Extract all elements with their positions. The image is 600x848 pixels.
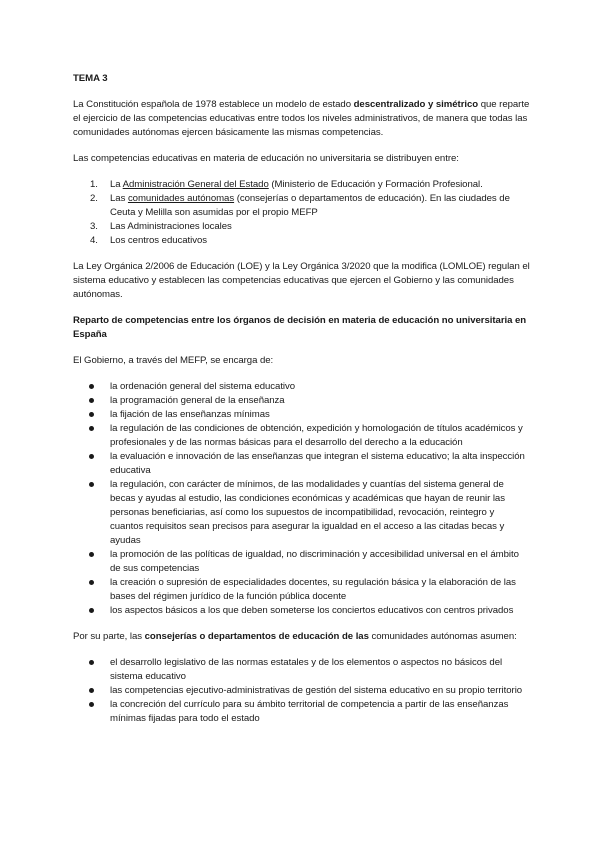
bullet-icon [89,688,94,693]
regional-intro-start: Por su parte, las [73,631,145,642]
law-paragraph: La Ley Orgánica 2/2006 de Educación (LOE) y la Ley Orgánica 3/2020 que la modifica (LOMLOE) regulan el sistema educativo y establecen las competencias educativas que ejercen el Gobierno y las comunidades autónomas. [73,261,530,300]
bullet-icon [89,412,94,417]
list-item-text: la regulación, con carácter de mínimos, de las modalidades y cuantías del sistema general de becas y ayudas al estudio, las condiciones económicas y académicas que hayan de reunir las personas beneficiarias, así como los supuestos de incompatibilidad, revocación, reintegro y cuantos requisitos sean precisos para asegurar la igualdad en el acceso a las citadas becas y ayudas [110,479,505,546]
government-competences-list [73,380,530,618]
item-text-end: (consejerías o departamentos de educación). En las ciudades de Ceuta y Melilla son asumidas por el propio MEFP [110,193,510,218]
section-heading: Reparto de competencias entre los órganos de decisión en materia de educación no universitaria en España [73,315,527,340]
list-item-text: el desarrollo legislativo de las normas estatales y de los elementos o aspectos no básicos del sistema educativo [110,657,503,682]
item-text: Las Administraciones locales [110,221,232,232]
bullet-icon [89,398,94,403]
link-administracion-general[interactable]: Administración General del Estado [122,179,269,190]
list-item [73,604,530,618]
list-item [73,408,530,422]
bullet-icon [89,608,94,613]
list-item-text: la evaluación e innovación de las enseñanzas que integran el sistema educativo; la alta inspección educativa [110,451,525,476]
list-item [73,548,530,576]
list-item [73,234,530,248]
bullet-icon [89,482,94,487]
list-item-text: las competencias ejecutivo-administrativas de gestión del sistema educativo en su propio territorio [110,685,523,696]
bullet-icon [89,426,94,431]
bullet-icon [89,552,94,557]
competence-levels-list [73,178,530,248]
list-item-text: la fijación de las enseñanzas mínimas [110,409,270,420]
link-comunidades-autonomas[interactable]: comunidades autónomas [127,193,235,204]
regional-intro-bold: consejerías o departamentos de educación de las [144,631,369,642]
document-title: TEMA 3 [73,73,108,84]
list-item [73,478,530,548]
list-item-text: la ordenación general del sistema educativo [110,381,296,392]
list-item [73,220,530,234]
intro-text-end: que reparte el ejercicio de las competencias educativas entre todos los niveles administrativos, de manera que todas las comunidades autónomas ejercen básicamente las mismas competencias. [73,99,530,138]
item-text-start: La [110,179,123,190]
list-item-text: la concreción del currículo para su ámbito territorial de competencia a partir de las enseñanzas mínimas fijadas para todo el estado [110,699,509,724]
list-item-text: la regulación de las condiciones de obtención, expedición y homologación de títulos académicos y profesionales y de las normas básicas para el desarrollo del derecho a la educación [110,423,523,448]
item-number: 4. [90,235,98,246]
item-number: 3. [90,221,98,232]
list-item-text: los aspectos básicos a los que deben someterse los conciertos educativos con centros privados [110,605,514,616]
item-number: 2. [90,193,98,204]
list-item [73,394,530,408]
bullet-icon [89,660,94,665]
list-item [73,576,530,604]
intro-text-start: La Constitución española de 1978 establece un modelo de estado [73,99,354,110]
bullet-icon [89,702,94,707]
list-item [73,684,530,698]
list-item [73,192,530,220]
regional-intro-end: comunidades autónomas asumen: [368,631,517,642]
item-text-start: Las [110,193,128,204]
item-text-end: (Ministerio de Educación y Formación Profesional. [268,179,483,190]
list-item [73,422,530,450]
bullet-icon [89,580,94,585]
regional-competences-list [73,656,530,726]
list-item-text: la creación o supresión de especialidades docentes, su regulación básica y la elaboración de las bases del régimen jurídico de la función pública docente [110,577,516,602]
intro-bold-text: descentralizado y simétrico [353,99,479,110]
list-item-text: la promoción de las políticas de igualdad, no discriminación y accesibilidad universal en el ámbito de sus competencias [110,549,519,574]
list-item [73,178,530,192]
intro-paragraph [73,98,530,140]
list-item [73,450,530,478]
item-number: 1. [90,179,98,190]
list-item [73,656,530,684]
regional-intro [73,630,530,644]
list-item [73,698,530,726]
list-item [73,380,530,394]
distribution-intro: Las competencias educativas en materia de educación no universitaria se distribuyen entre: [73,153,459,164]
item-text: Los centros educativos [110,235,208,246]
list-item-text: la programación general de la enseñanza [110,395,285,406]
government-intro: El Gobierno, a través del MEFP, se encarga de: [73,355,274,366]
bullet-icon [89,454,94,459]
bullet-icon [89,384,94,389]
